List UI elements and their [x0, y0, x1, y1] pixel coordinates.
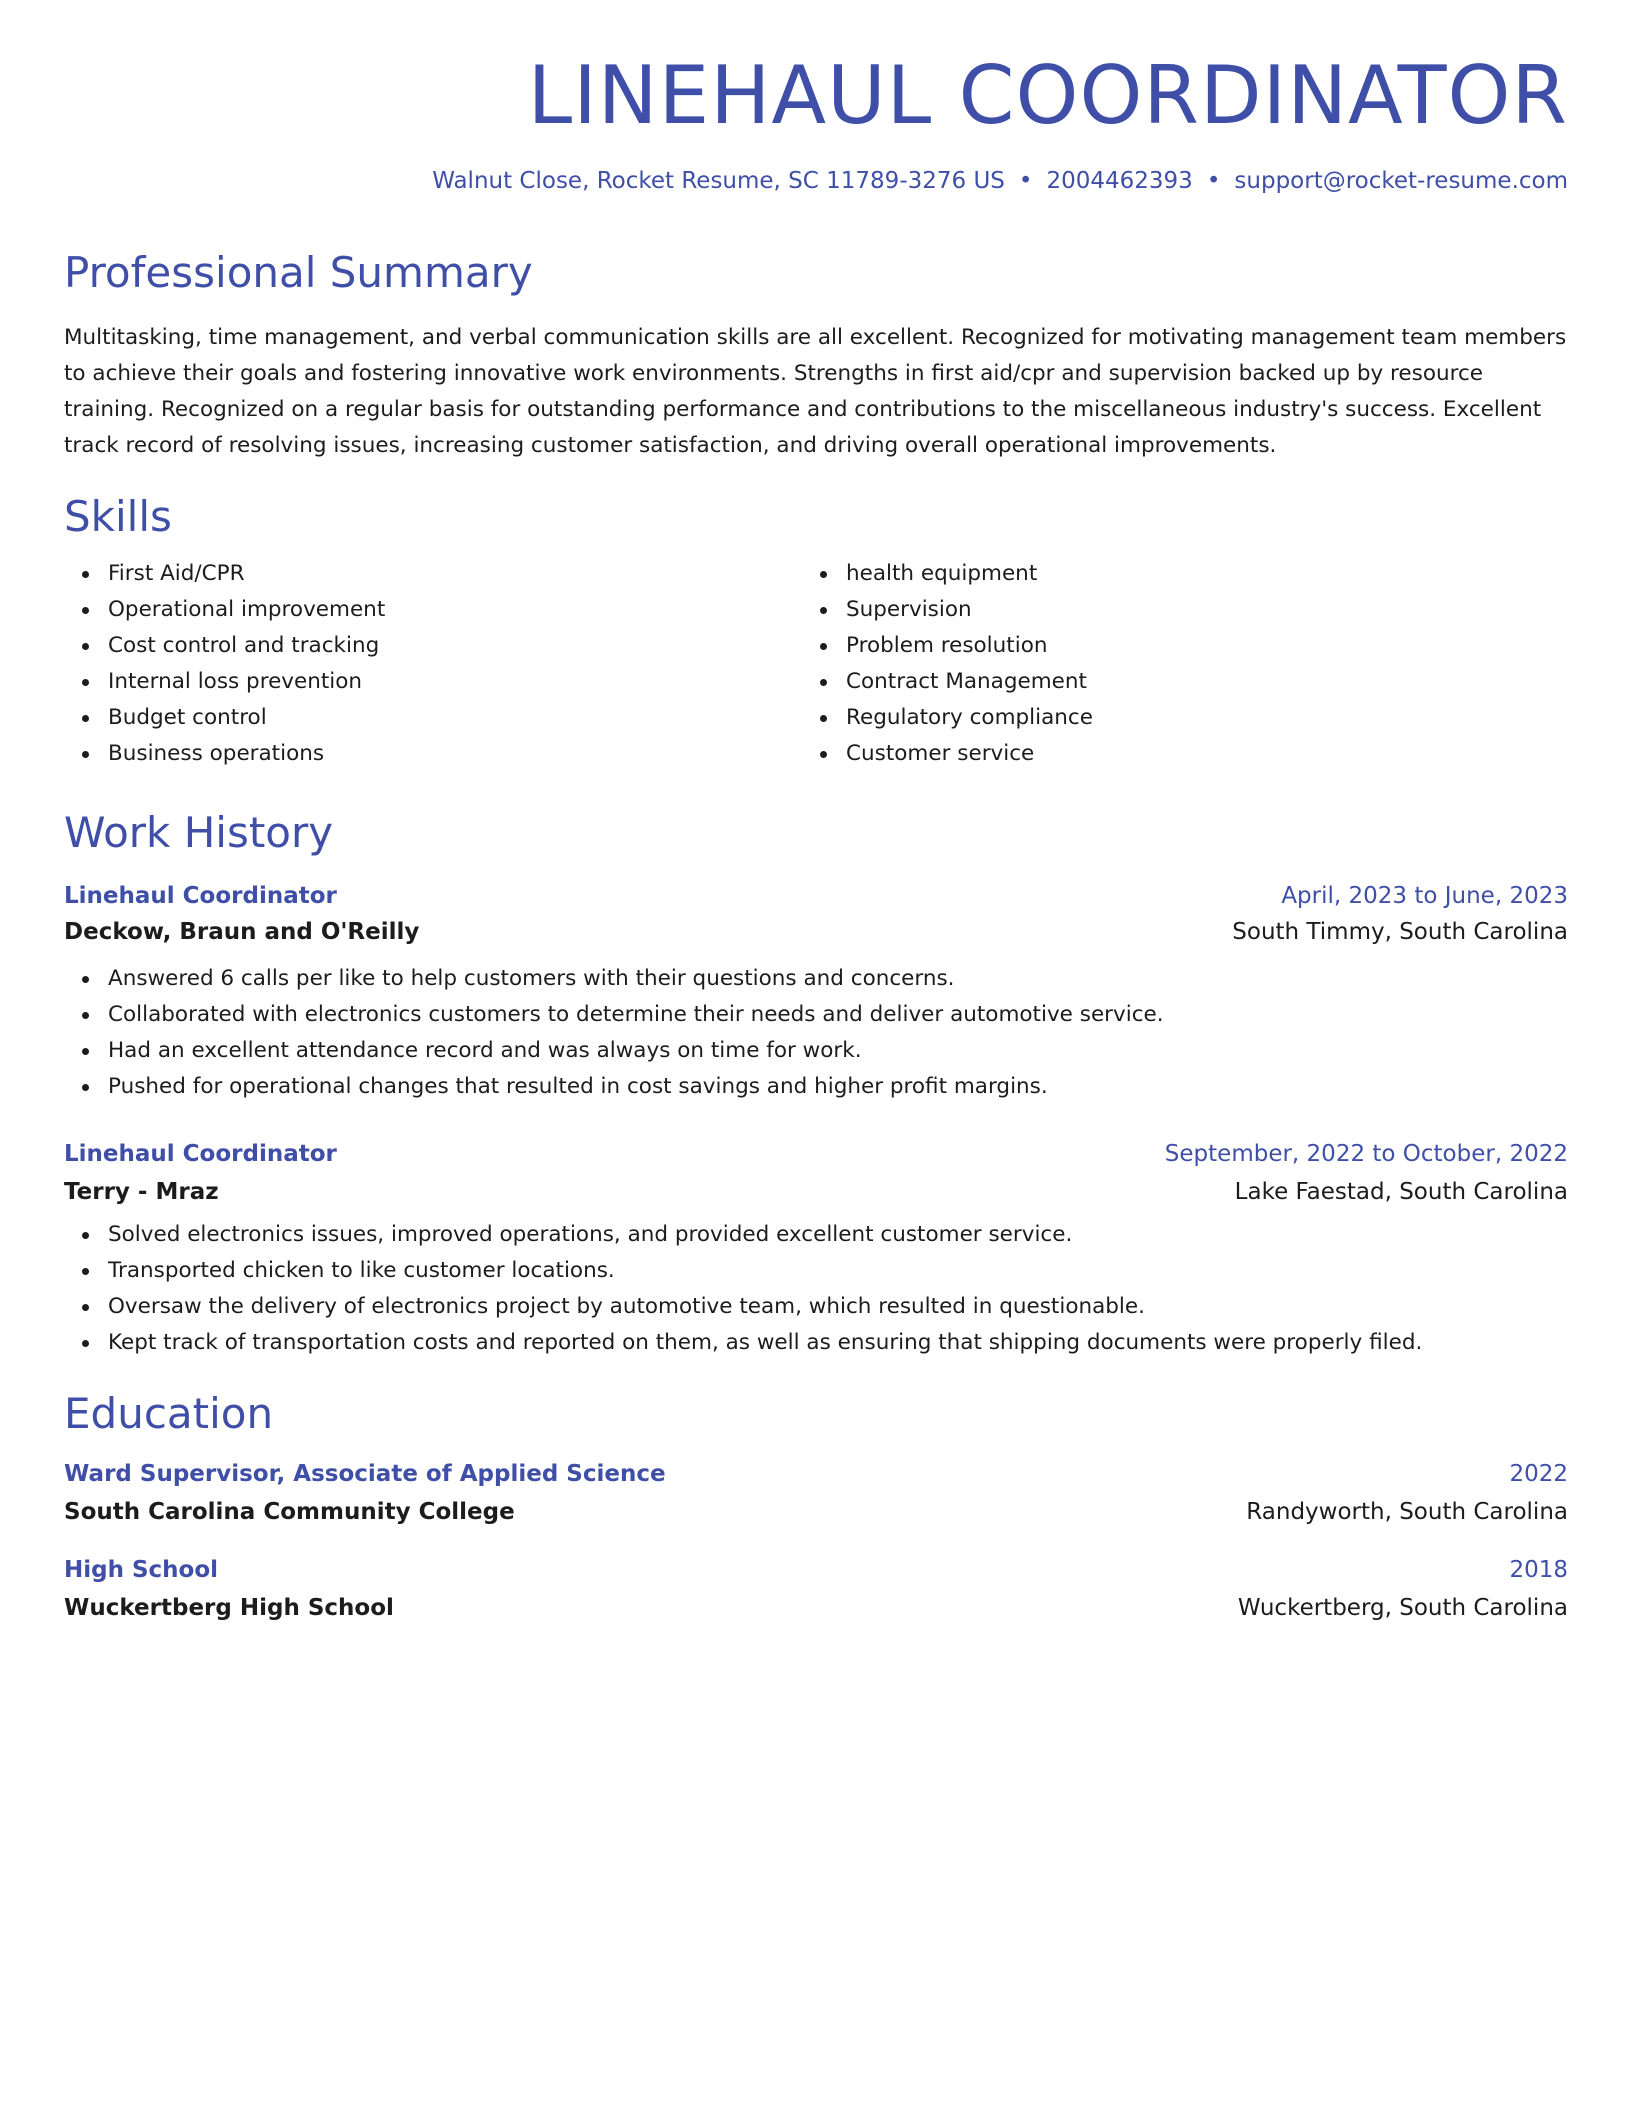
education-school: Wuckertberg High School — [64, 1595, 394, 1622]
skills-list-left — [64, 556, 802, 772]
education-heading: Education — [64, 1388, 274, 1438]
separator-dot: • — [1018, 168, 1033, 194]
education-header-row — [64, 1557, 1568, 1583]
job-bullet: Oversaw the delivery of electronics project by automotive team, which resulted in questionable. — [108, 1289, 1568, 1325]
work-history-section — [64, 808, 1568, 1360]
resume-header — [64, 50, 1568, 196]
education-entry — [64, 1461, 1568, 1525]
contact-line — [64, 168, 1568, 196]
skill-item: Cost control and tracking — [108, 628, 802, 664]
job-header-row — [64, 883, 1568, 909]
education-degree: High School — [64, 1557, 219, 1584]
education-degree: Ward Supervisor, Associate of Applied Science — [64, 1461, 666, 1488]
skill-item: Customer service — [846, 736, 1540, 772]
job-dates: April, 2023 to June, 2023 — [1281, 882, 1568, 909]
job-bullet: Transported chicken to like customer locations. — [108, 1253, 1568, 1289]
job-company: Deckow, Braun and O'Reilly — [64, 918, 420, 945]
work-history-heading: Work History — [64, 808, 334, 858]
education-location: Wuckertberg, South Carolina — [1237, 1595, 1568, 1622]
job-bullet: Had an excellent attendance record and was always on time for work. — [108, 1033, 1568, 1069]
skills-columns — [64, 556, 1568, 772]
education-year: 2022 — [1509, 1461, 1568, 1488]
education-school: South Carolina Community College — [64, 1499, 515, 1526]
education-entry — [64, 1557, 1568, 1621]
skill-item: Internal loss prevention — [108, 664, 802, 700]
skill-item: health equipment — [846, 556, 1540, 592]
job-company: Terry - Mraz — [64, 1178, 219, 1205]
job-bullet: Collaborated with electronics customers to determine their needs and deliver automotive service. — [108, 997, 1568, 1033]
job-header-row — [64, 1141, 1568, 1167]
job-location: Lake Faestad, South Carolina — [1234, 1178, 1568, 1205]
education-year: 2018 — [1509, 1557, 1568, 1584]
summary-text: Multitasking, time management, and verbal communication skills are all excellent. Recognized for motivating management team members to achieve their goals and fostering innovative work environments. Strengths in first aid/cpr and supervision backed up by resource training. Recognized on a regular basis for outstanding performance and contributions to the miscellaneous industry's success. Excellent track record of resolving issues, increasing customer satisfaction, and driving overall operational improvements. — [64, 324, 1567, 458]
job-location: South Timmy, South Carolina — [1232, 918, 1568, 945]
job-bullets — [64, 961, 1568, 1105]
skill-item: Contract Management — [846, 664, 1540, 700]
job-role: Linehaul Coordinator — [64, 882, 337, 909]
job-title-heading: LINEHAUL COORDINATOR — [527, 49, 1568, 142]
job-bullet: Answered 6 calls per like to help customers with their questions and concerns. — [108, 961, 1568, 997]
summary-heading: Professional Summary — [64, 247, 533, 297]
job-company-row — [64, 1179, 1568, 1205]
skill-item: Budget control — [108, 700, 802, 736]
job-company-row — [64, 919, 1568, 945]
job-role: Linehaul Coordinator — [64, 1140, 337, 1167]
job-bullets — [64, 1217, 1568, 1361]
skill-item: First Aid/CPR — [108, 556, 802, 592]
education-location: Randyworth, South Carolina — [1246, 1499, 1568, 1526]
job-entry — [64, 1141, 1568, 1361]
job-entry — [64, 883, 1568, 1105]
contact-phone: 2004462393 — [1046, 168, 1193, 194]
education-section — [64, 1389, 1568, 1621]
summary-section — [64, 248, 1568, 464]
education-school-row — [64, 1499, 1568, 1525]
contact-address: Walnut Close, Rocket Resume, SC 11789-3276 US — [432, 168, 1005, 194]
education-school-row — [64, 1595, 1568, 1621]
skills-heading: Skills — [64, 491, 172, 541]
separator-dot: • — [1206, 168, 1221, 194]
skill-item: Operational improvement — [108, 592, 802, 628]
contact-email: support@rocket-resume.com — [1234, 168, 1568, 194]
skill-item: Problem resolution — [846, 628, 1540, 664]
job-bullet: Pushed for operational changes that resulted in cost savings and higher profit margins. — [108, 1069, 1568, 1105]
skills-list-right — [802, 556, 1540, 772]
job-bullet: Solved electronics issues, improved operations, and provided excellent customer service. — [108, 1217, 1568, 1253]
education-header-row — [64, 1461, 1568, 1487]
skill-item: Business operations — [108, 736, 802, 772]
skill-item: Supervision — [846, 592, 1540, 628]
job-bullet: Kept track of transportation costs and reported on them, as well as ensuring that shipping documents were properly filed. — [108, 1325, 1568, 1361]
job-dates: September, 2022 to October, 2022 — [1164, 1140, 1568, 1167]
skills-section — [64, 492, 1568, 772]
skill-item: Regulatory compliance — [846, 700, 1540, 736]
